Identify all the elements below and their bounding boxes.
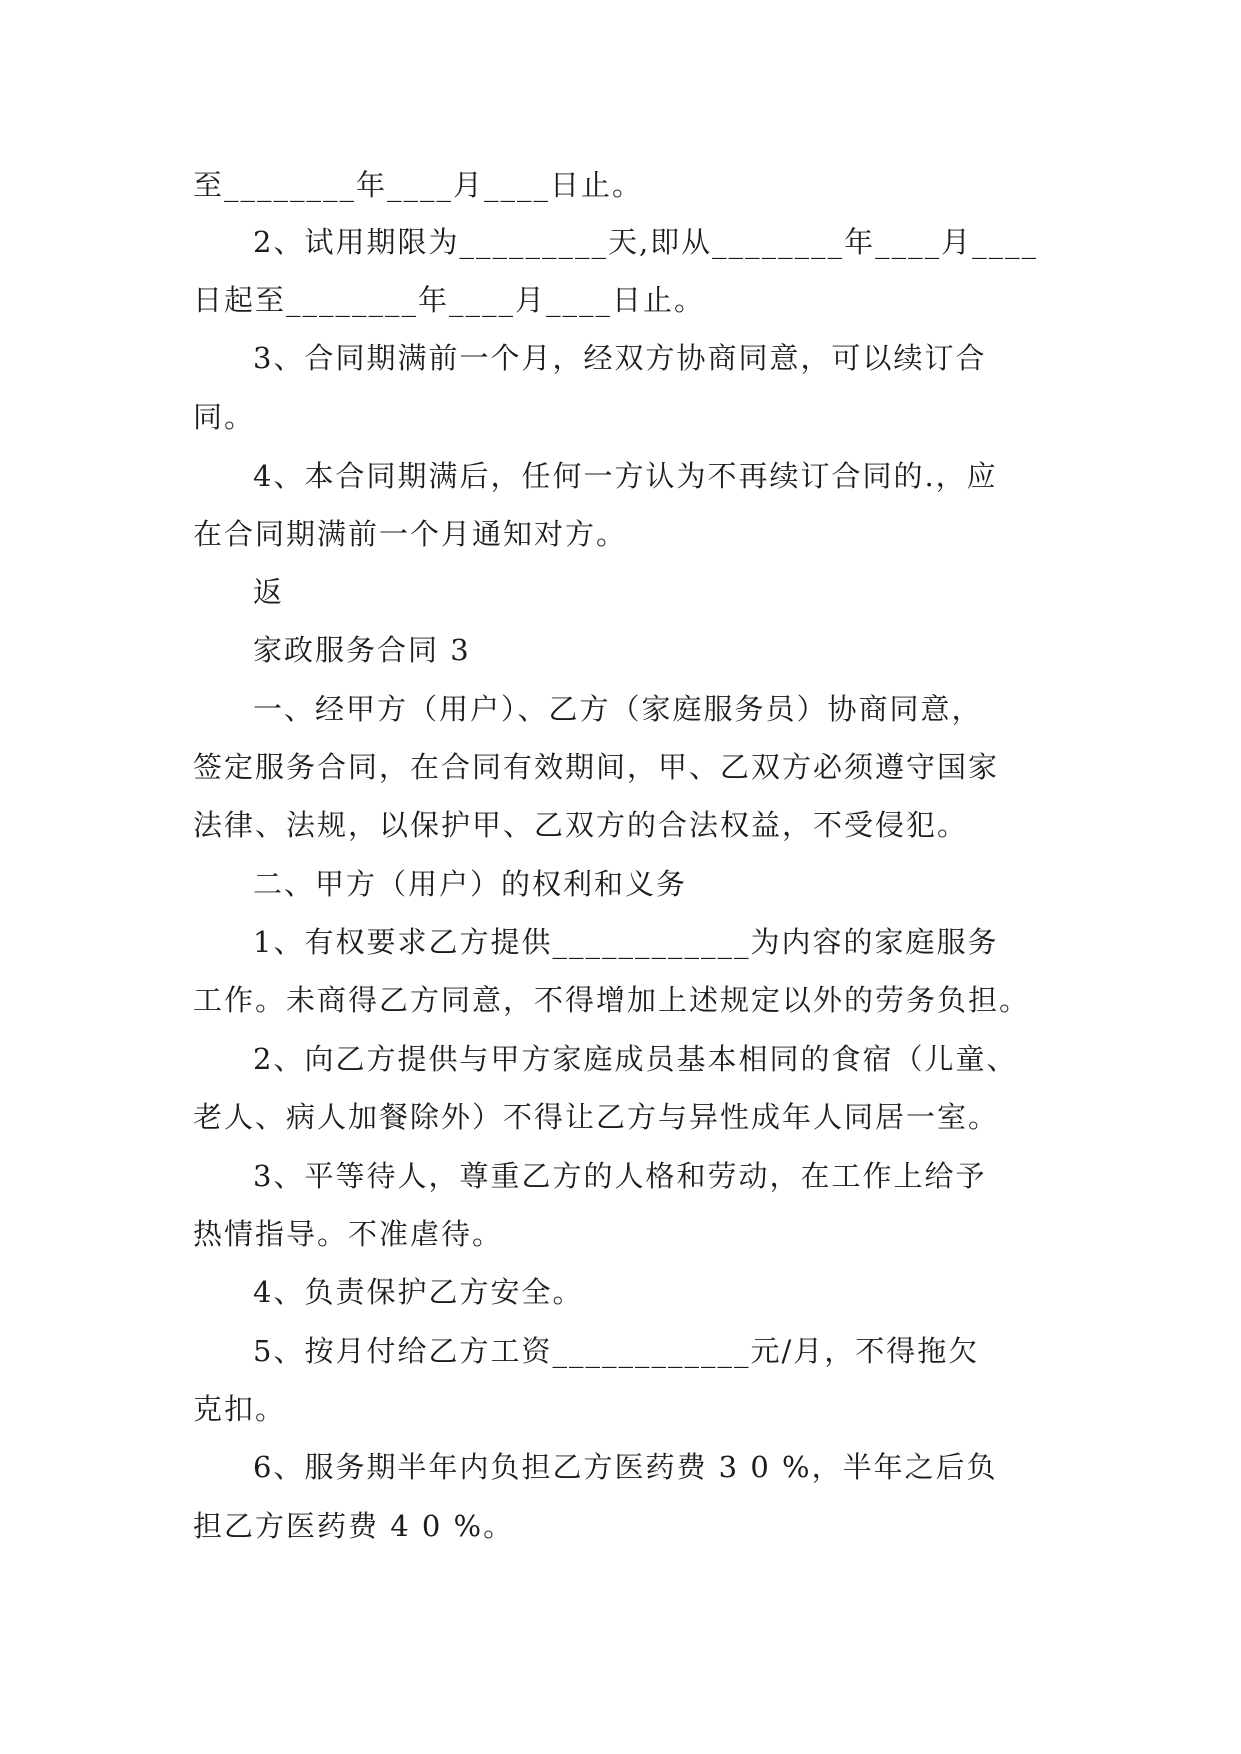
paragraph-line: 3、平等待人，尊重乙方的人格和劳动，在工作上给予 [253, 1159, 987, 1193]
paragraph-line: 同。 [193, 400, 256, 434]
paragraph-line: 热情指导。不准虐待。 [193, 1217, 504, 1251]
paragraph-line: 工作。未商得乙方同意，不得增加上述规定以外的劳务负担。 [193, 983, 1031, 1017]
section-heading: 二、甲方（用户）的权利和义务 [253, 867, 688, 901]
paragraph-line: 5、按月付给乙方工资____________元/月，不得拖欠 [253, 1334, 980, 1368]
paragraph-line: 法律、法规，以保护甲、乙双方的合法权益，不受侵犯。 [193, 808, 969, 842]
paragraph-line: 至________年____月____日止。 [193, 168, 644, 202]
paragraph-line: 2、试用期限为_________天,即从________年____月____ [253, 225, 1039, 259]
paragraph-line: 签定服务合同，在合同有效期间，甲、乙双方必须遵守国家 [193, 750, 1000, 784]
paragraph-line: 一、经甲方（用户）、乙方（家庭服务员）协商同意， [253, 692, 983, 726]
paragraph-line: 2、向乙方提供与甲方家庭成员基本相同的食宿（儿童、 [253, 1042, 1018, 1076]
paragraph-line: 4、本合同期满后，任何一方认为不再续订合同的.，应 [253, 459, 998, 493]
paragraph-line: 1、有权要求乙方提供____________为内容的家庭服务 [253, 925, 999, 959]
paragraph-line: 在合同期满前一个月通知对方。 [193, 517, 628, 551]
paragraph-line: 返 [253, 575, 285, 609]
section-title: 家政服务合同 3 [253, 633, 471, 667]
paragraph-line: 老人、病人加餐除外）不得让乙方与异性成年人同居一室。 [193, 1100, 1000, 1134]
paragraph-line: 4、负责保护乙方安全。 [253, 1275, 584, 1309]
paragraph-line: 日起至________年____月____日止。 [193, 283, 706, 317]
paragraph-line: 3、合同期满前一个月，经双方协商同意，可以续订合 [253, 341, 987, 375]
paragraph-line: 6、服务期半年内负担乙方医药费 3 0 %，半年之后负 [253, 1450, 998, 1484]
paragraph-line: 担乙方医药费 4 0 %。 [193, 1509, 515, 1543]
paragraph-line: 克扣。 [193, 1392, 287, 1426]
